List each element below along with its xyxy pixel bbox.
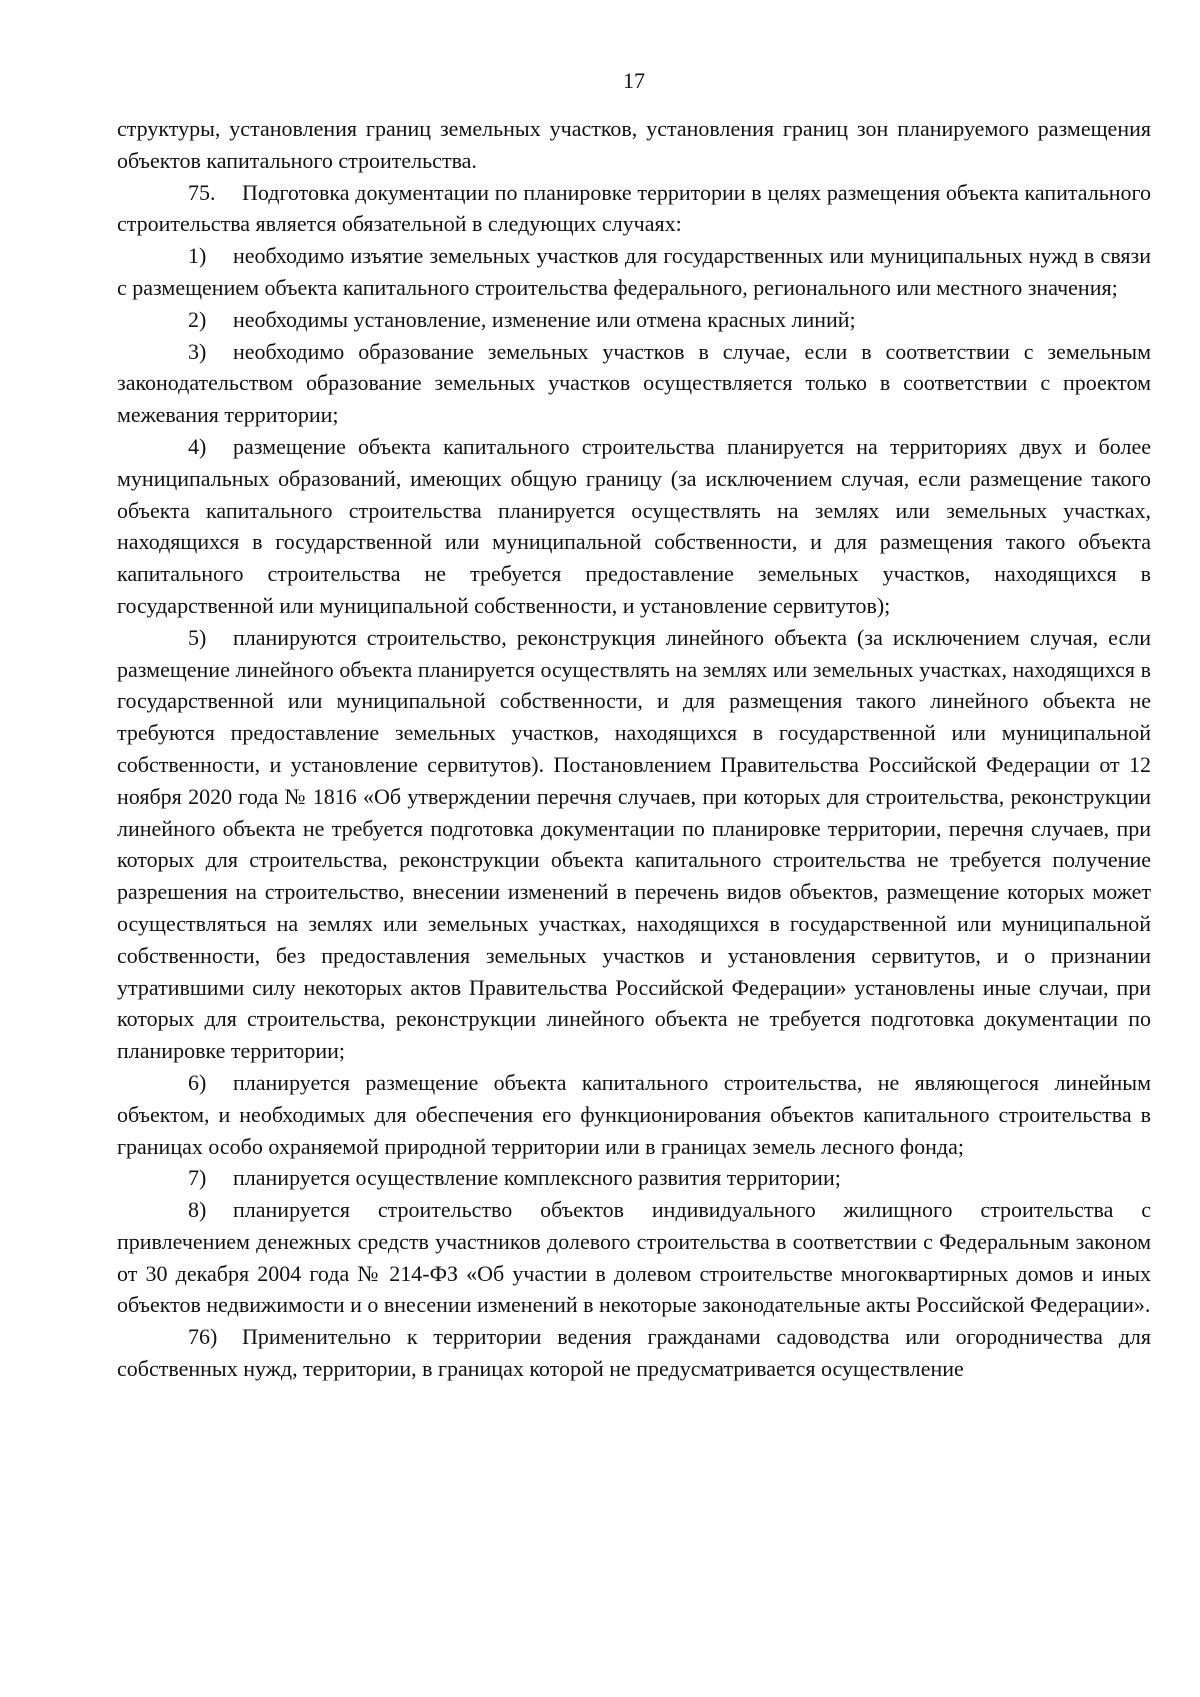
item-number: 1) [188, 243, 207, 269]
paragraph-text: планируется осуществление комплексного развития территории; [233, 1165, 841, 1191]
clause-75 [117, 177, 1151, 241]
list-item-1 [117, 240, 1151, 304]
list-item-3 [117, 336, 1151, 431]
item-number: 4) [188, 433, 207, 459]
list-item-2 [117, 304, 1151, 336]
item-number: 6) [188, 1069, 207, 1095]
paragraph-text: планируется размещение объекта капитального строительства, не являющегося линейным объектом, и необходимых для обеспечения его функционирования объектов капитального строительства в границах особо охраняемой природной территории или в границах земель лесного фонда; [117, 1069, 1151, 1159]
paragraph-text: Применительно к территории ведения гражданами садоводства или огородничества для собственных нужд, территории, в границах которой не предусматривается осуществление [117, 1324, 1151, 1382]
document-body [117, 113, 1151, 1385]
item-number: 7) [188, 1165, 207, 1191]
paragraph-text: необходимо образование земельных участков в случае, если в соответствии с земельным законодательством образование земельных участков осуществляется только в соответствии с проектом межевания территории; [117, 338, 1151, 428]
paragraph-text: Подготовка документации по планировке территории в целях размещения объекта капитального строительства является обязательной в следующих случаях: [117, 179, 1151, 237]
paragraph-text: планируется строительство объектов индивидуального жилищного строительства с привлечением денежных средств участников долевого строительства в соответствии с Федеральным законом от 30 декабря 2004 года № 214-ФЗ «Об участии в долевом строительстве многоквартирных домов и иных объектов недвижимости и о внесении изменений в некоторые законодательные акты Российской Федерации». [117, 1197, 1151, 1318]
clause-76 [117, 1321, 1151, 1385]
list-item-4 [117, 431, 1151, 622]
item-number: 2) [188, 306, 207, 332]
paragraph-text: необходимы установление, изменение или отмена красных линий; [233, 306, 856, 332]
list-item-7 [117, 1162, 1151, 1194]
item-number: 8) [188, 1197, 207, 1223]
list-item-6 [117, 1067, 1151, 1162]
paragraph-text: планируются строительство, реконструкция линейного объекта (за исключением случая, если размещение линейного объекта планируется осуществлять на землях или земельных участках, находящихся в государственной или муниципальной собственности, и для размещения такого линейного объекта не требуются предоставление земельных участков, находящихся в государственной или муниципальной собственности, и установление сервитутов). Постановлением Правительства Российской Федерации от 12 ноября 2020 года № 1816 «Об утверждении перечня случаев, при которых для строительства, реконструкции линейного объекта не требуется подготовка документации по планировке территории, перечня случаев, при которых для строительства, реконструкции объекта капитального строительства не требуется получение разрешения на строительство, внесении изменений в перечень видов объектов, размещение которых может осуществляться на землях или земельных участках, находящихся в государственной или муниципальной собственности, без предоставления земельных участков и установления сервитутов, и о признании утратившими силу некоторых актов Правительства Российской Федерации» установлены иные случаи, при которых для строительства, реконструкции линейного объекта не требуется подготовка документации по планировке территории; [117, 624, 1151, 1064]
item-number: 5) [188, 624, 207, 650]
list-item-8 [117, 1194, 1151, 1321]
clause-number: 76) [188, 1324, 218, 1350]
item-number: 3) [188, 338, 207, 364]
paragraph-continuation [117, 113, 1151, 177]
page-number: 17 [623, 68, 645, 93]
paragraph-text: структуры, установления границ земельных участков, установления границ зон планируемого размещения объектов капитального строительства. [117, 116, 1151, 173]
paragraph-text: необходимо изъятие земельных участков для государственных или муниципальных нужд в связи с размещением объекта капитального строительства федерального, регионального или местного значения; [117, 243, 1151, 300]
clause-number: 75. [188, 179, 216, 205]
paragraph-text: размещение объекта капитального строительства планируется на территориях двух и более муниципальных образований, имеющих общую границу (за исключением случая, если размещение такого объекта капитального строительства планируется осуществлять на землях или земельных участках, находящихся в государственной или муниципальной собственности, и для размещения такого объекта капитального строительства не требуется предоставление земельных участков, находящихся в государственной или муниципальной собственности, и установление сервитутов); [117, 433, 1151, 618]
list-item-5 [117, 622, 1151, 1067]
